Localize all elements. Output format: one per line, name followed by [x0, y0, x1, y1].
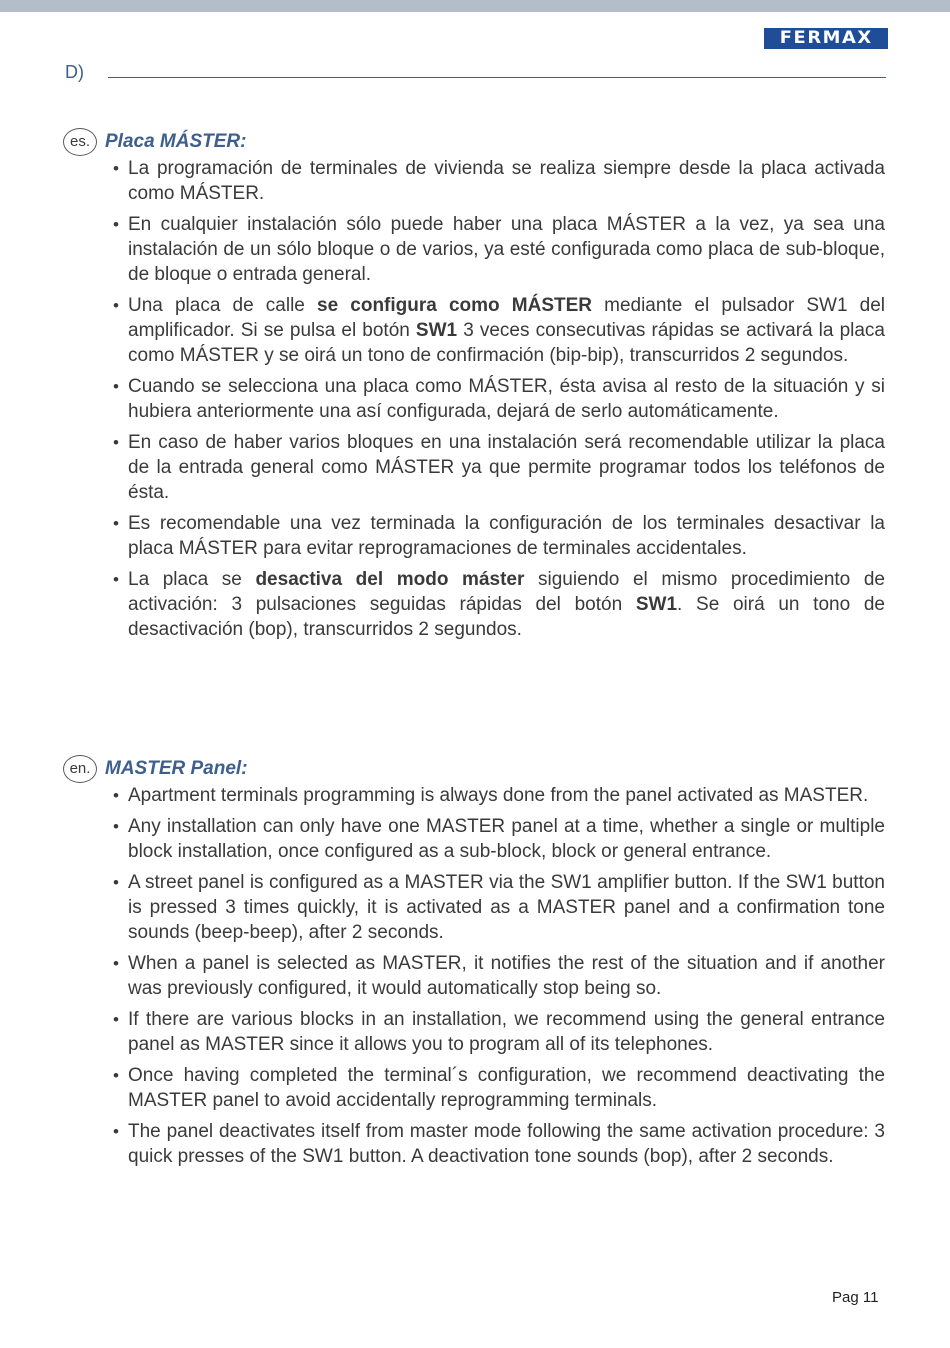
list-item — [63, 1007, 885, 1057]
text-run: Una placa de calle — [128, 295, 318, 316]
bullet-icon: • — [113, 786, 119, 805]
bullet-icon: • — [113, 159, 119, 178]
spanish-heading — [63, 128, 885, 156]
section-letter: D) — [65, 62, 84, 82]
bullet-list-es — [63, 156, 885, 642]
list-item — [63, 814, 885, 864]
bullet-icon: • — [113, 215, 119, 234]
list-item — [63, 430, 885, 505]
list-item — [63, 511, 885, 561]
bold-text: SW1 — [635, 594, 678, 615]
top-band — [0, 0, 950, 12]
text-run: mediante el pulsador SW1 del amplificador. Si se pulsa el botón — [128, 295, 886, 341]
bold-text: SW1 — [415, 320, 458, 341]
list-item — [63, 156, 885, 206]
spanish-section — [63, 128, 885, 648]
text-run: 3 veces consecutivas rápidas se activará la placa como MÁSTER y se oirá un tono de confirmación (bip-bip), transcurridos 2 segundos. — [128, 320, 885, 366]
list-item — [63, 567, 885, 642]
text-run: Any installation can only have one MASTER panel at a time, whether a single or multiple block installation, once configured as a sub-block, block or general entrance. — [128, 816, 885, 862]
bold-text: desactiva del modo máster — [255, 569, 525, 590]
text-run: Cuando se selecciona una placa como MÁSTER, ésta avisa al resto de la situación y si hubiera anteriormente una así configurada, dejará de serlo automáticamente. — [128, 376, 885, 422]
text-run: La programación de terminales de vivienda se realiza siempre desde la placa activada como MÁSTER. — [128, 158, 885, 204]
bullet-icon: • — [113, 570, 119, 589]
list-item — [63, 1063, 885, 1113]
bullet-icon: • — [113, 1122, 119, 1141]
page-number: Pag 11 — [832, 1289, 879, 1306]
text-run: En cualquier instalación sólo puede haber una placa MÁSTER a la vez, ya sea una instalación de un sólo bloque o de varios, ya esté configurada como placa de sub-bloque, de bloque o entrada general. — [128, 214, 885, 285]
bullet-icon: • — [113, 1010, 119, 1029]
bullet-icon: • — [113, 433, 119, 452]
list-item — [63, 951, 885, 1001]
language-badge-en: en. — [63, 755, 97, 783]
text-run: When a panel is selected as MASTER, it notifies the rest of the situation and if another was previously configured, it would automatically stop being so. — [128, 953, 885, 999]
text-run: siguiendo el mismo procedimiento de activación: 3 pulsaciones seguidas rápidas del botón — [128, 569, 885, 615]
list-item — [63, 212, 885, 287]
bullet-icon: • — [113, 1066, 119, 1085]
list-item — [63, 374, 885, 424]
text-run: En caso de haber varios bloques en una instalación será recomendable utilizar la placa de la entrada general como MÁSTER ya que permite programar todos los teléfonos de ésta. — [128, 432, 885, 503]
fermax-logo — [764, 28, 888, 49]
list-item — [63, 293, 885, 368]
bullet-icon: • — [113, 817, 119, 836]
bold-text: se configura como MÁSTER — [317, 295, 592, 316]
english-heading — [63, 755, 885, 783]
list-item — [63, 870, 885, 945]
text-run: A street panel is configured as a MASTER via the SW1 amplifier button. If the SW1 button is pressed 3 times quickly, it is activated as a MASTER panel and a confirmation tone sounds (beep-beep), after 2 seconds. — [128, 872, 885, 943]
bullet-icon: • — [113, 873, 119, 892]
section-title-es: Placa MÁSTER: — [105, 131, 247, 152]
bullet-icon: • — [113, 954, 119, 973]
section-title-en: MASTER Panel: — [105, 758, 248, 779]
list-item — [63, 1119, 885, 1169]
header-rule — [108, 77, 886, 78]
bullet-list-en — [63, 783, 885, 1169]
text-run: Apartment terminals programming is always done from the panel activated as MASTER. — [128, 785, 869, 806]
language-badge-es: es. — [63, 128, 97, 156]
text-run: Es recomendable una vez terminada la configuración de los terminales desactivar la placa MÁSTER para evitar reprogramaciones de terminales accidentales. — [128, 513, 885, 559]
bullet-icon: • — [113, 296, 119, 315]
bullet-icon: • — [113, 377, 119, 396]
text-run: Once having completed the terminal´s configuration, we recommend deactivating the MASTER panel to avoid accidentally reprogramming terminals. — [128, 1065, 885, 1111]
logo-text: FERMAX — [779, 28, 873, 48]
english-section — [63, 755, 885, 1175]
bullet-icon: • — [113, 514, 119, 533]
text-run: La placa se — [128, 569, 256, 590]
text-run: If there are various blocks in an installation, we recommend using the general entrance panel as MASTER since it allows you to program all of its telephones. — [128, 1009, 885, 1055]
text-run: The panel deactivates itself from master mode following the same activation procedure: 3 quick presses of the SW1 button. A deactivation tone sounds (bop), after 2 seconds. — [128, 1121, 885, 1167]
text-run: . Se oirá un tono de desactivación (bop), transcurridos 2 segundos. — [128, 594, 885, 640]
list-item — [63, 783, 885, 808]
